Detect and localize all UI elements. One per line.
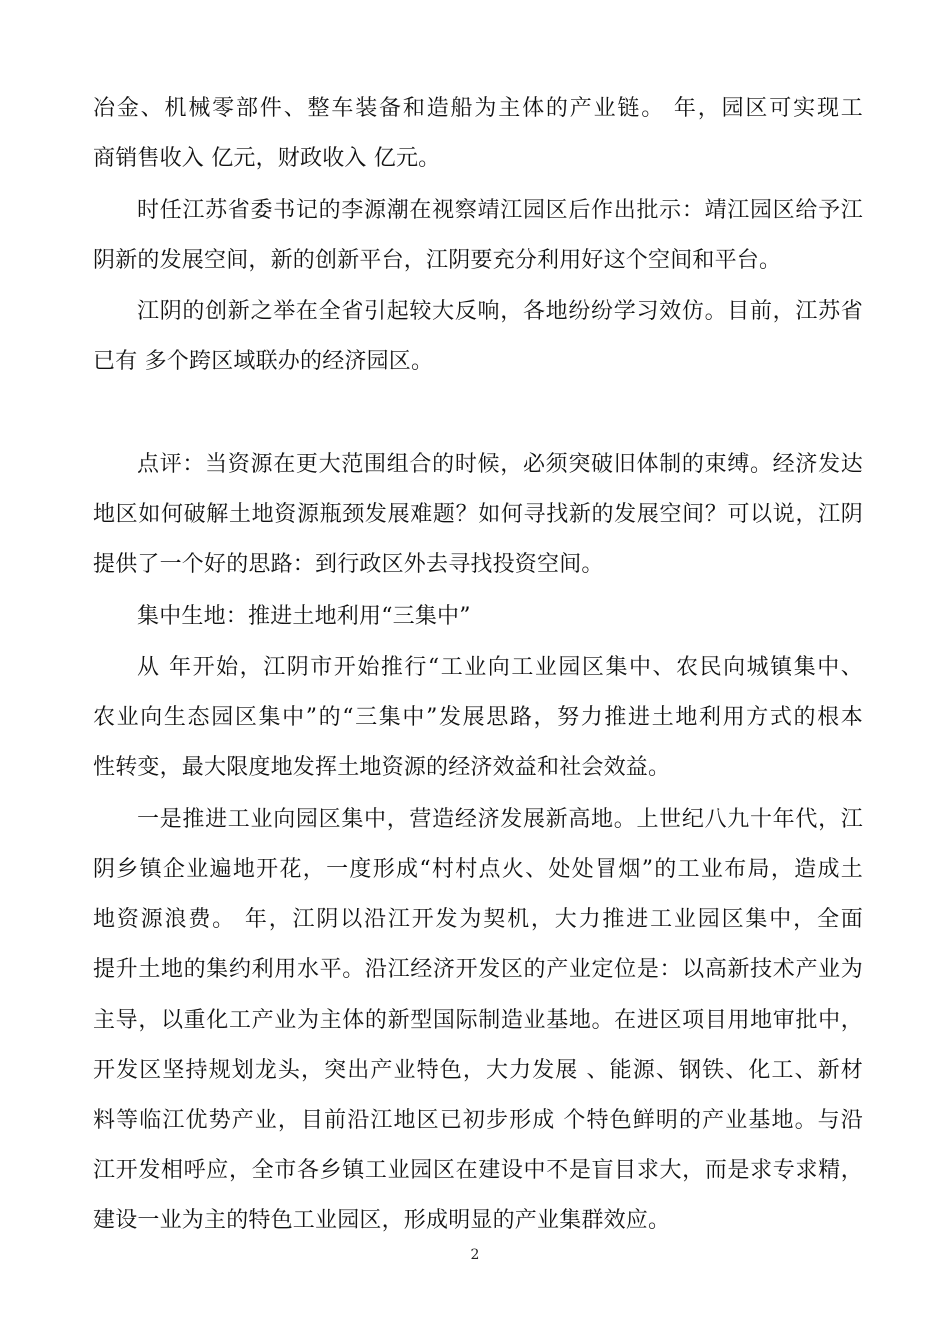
paragraph-6-line-9: 建设一业为主的特色工业园区，形成明显的产业集群效应。 <box>93 1208 671 1233</box>
paragraph-6-line-8: 江开发相呼应，全市各乡镇工业园区在建设中不是盲目求大，而是求专求精， <box>93 1158 863 1183</box>
paragraph-2-line-1: 时任江苏省委书记的李源潮在视察靖江园区后作出批示：靖江园区给予江 <box>137 198 863 223</box>
section-heading: 集中生地：推进土地利用“三集中” <box>137 604 471 629</box>
paragraph-6-line-1: 一是推进工业向园区集中，营造经济发展新高地。上世纪八九十年代，江 <box>137 807 863 832</box>
commentary-line-1: 点评：当资源在更大范围组合的时候，必须突破旧体制的束缚。经济发达 <box>137 452 863 477</box>
paragraph-1-line-2: 商销售收入 亿元，财政收入 亿元。 <box>93 146 441 171</box>
paragraph-6-line-2: 阴乡镇企业遍地开花，一度形成“村村点火、处处冒烟”的工业布局，造成土 <box>93 857 863 882</box>
paragraph-5-line-2: 农业向生态园区集中”的“三集中”发展思路，努力推进土地利用方式的根本 <box>93 705 863 730</box>
paragraph-5-line-3: 性转变，最大限度地发挥土地资源的经济效益和社会效益。 <box>93 755 671 780</box>
paragraph-3-line-2: 已有 多个跨区域联办的经济园区。 <box>93 349 434 374</box>
commentary-line-2: 地区如何破解土地资源瓶颈发展难题？如何寻找新的发展空间？可以说，江阴 <box>93 502 863 527</box>
paragraph-2-line-2: 阴新的发展空间，新的创新平台，江阴要充分利用好这个空间和平台。 <box>93 248 782 273</box>
paragraph-6-line-5: 主导，以重化工产业为主体的新型国际制造业基地。在进区项目用地审批中， <box>93 1008 863 1033</box>
paragraph-6-line-3: 地资源浪费。 年，江阴以沿江开发为契机，大力推进工业园区集中，全面 <box>93 907 863 932</box>
paragraph-3-line-1: 江阴的创新之举在全省引起较大反响，各地纷纷学习效仿。目前，江苏省 <box>137 299 863 324</box>
paragraph-6-line-7: 料等临江优势产业，目前沿江地区已初步形成 个特色鲜明的产业基地。与沿 <box>93 1108 863 1133</box>
paragraph-6-line-6: 开发区坚持规划龙头，突出产业特色，大力发展 、能源、钢铁、化工、新材 <box>93 1058 863 1083</box>
page-number: 2 <box>470 1247 480 1263</box>
commentary-line-3: 提供了一个好的思路：到行政区外去寻找投资空间。 <box>93 552 604 577</box>
paragraph-5-line-1: 从 年开始，江阴市开始推行“工业向工业园区集中、农民向城镇集中、 <box>137 655 863 680</box>
paragraph-1-line-1: 冶金、机械零部件、整车装备和造船为主体的产业链。 年，园区可实现工 <box>93 96 863 121</box>
paragraph-6-line-4: 提升土地的集约利用水平。沿江经济开发区的产业定位是：以高新技术产业为 <box>93 957 863 982</box>
